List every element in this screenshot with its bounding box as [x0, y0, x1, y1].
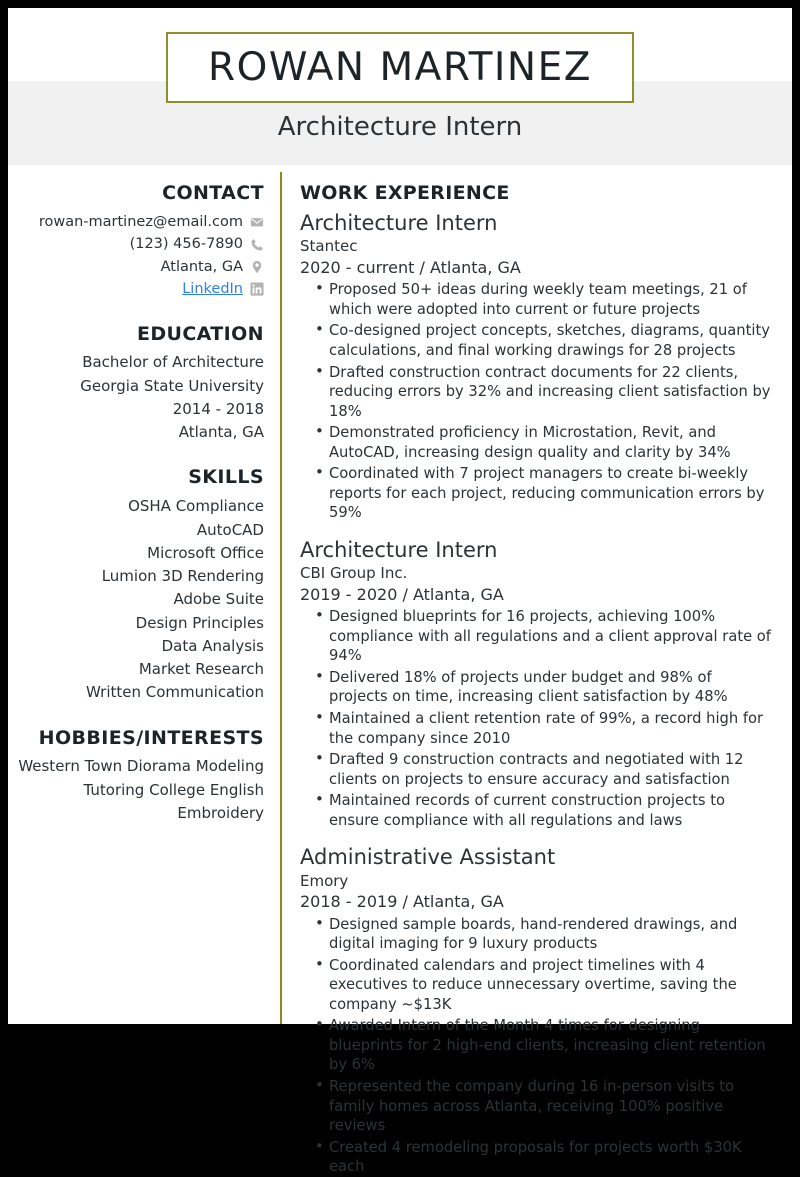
skill-item: Adobe Suite: [173, 590, 264, 609]
job-bullet: • Drafted 9 construction contracts and negotiated with 12 clients on projects to ensure accuracy and satisfaction: [329, 750, 774, 789]
job-dates-location: 2018 - 2019 / Atlanta, GA: [300, 892, 504, 912]
job-bullet: • Proposed 50+ ideas during weekly team meetings, 21 of which were adopted into current or future projects: [329, 280, 774, 319]
job-bullet: • Coordinated with 7 project managers to create bi-weekly reports for each project, reducing communication errors by 59%: [329, 464, 774, 523]
job-title: Architecture Intern: [300, 537, 498, 562]
job-bullet: • Demonstrated proficiency in Microstation, Revit, and AutoCAD, increasing design quality and clarity by 34%: [329, 423, 774, 462]
contact-email-text: rowan-martinez@email.com: [38, 213, 243, 230]
job-entry: [300, 537, 774, 830]
linkedin-anchor[interactable]: LinkedIn: [182, 281, 243, 298]
job-bullet: • Created 4 remodeling proposals for projects worth $30K each: [329, 1138, 774, 1177]
contact-item-location: [18, 256, 264, 278]
contact-item-phone: [18, 233, 264, 255]
job-dates-location: 2020 - current / Atlanta, GA: [300, 257, 521, 277]
work-experience-heading: WORK EXPERIENCE: [300, 182, 510, 204]
job-bullet: • Awarded Intern of the Month 4 times for designing blueprints for 2 high-end clients, increasing client retention by 6%: [329, 1016, 774, 1075]
job-company: CBI Group Inc.: [300, 564, 408, 583]
contact-location-text: Atlanta, GA: [160, 258, 243, 275]
contact-item-email: [18, 211, 264, 233]
linkedin-icon[interactable]: [250, 282, 264, 296]
education-heading: EDUCATION: [136, 322, 264, 345]
job-entry: [300, 844, 774, 1176]
hobbies-heading: HOBBIES/INTERESTS: [38, 726, 264, 749]
phone-icon: [250, 238, 264, 252]
education-school: Georgia State University: [80, 376, 264, 395]
job-bullet: • Coordinated calendars and project timelines with 4 executives to reduce unnecessary overtime, saving the company ~$13K: [329, 956, 774, 1015]
location-pin-icon: [250, 260, 264, 274]
job-bullet-list: [300, 607, 774, 830]
job-company: Emory: [300, 871, 349, 890]
sidebar: [8, 172, 280, 1024]
education-degree: Bachelor of Architecture: [82, 353, 264, 372]
job-bullet-list: [300, 915, 774, 1177]
hobby-item: Embroidery: [177, 803, 264, 822]
skill-item: Market Research: [138, 660, 264, 679]
education-location: Atlanta, GA: [178, 423, 264, 442]
job-bullet: • Designed blueprints for 16 projects, achieving 100% compliance with all regulations and a client approval rate of 94%: [329, 607, 774, 666]
resume-body: [8, 172, 792, 1176]
skill-item: Written Communication: [86, 683, 264, 702]
resume-page: [8, 8, 792, 1176]
skills-heading: SKILLS: [188, 466, 264, 489]
job-company: Stantec: [300, 237, 358, 256]
candidate-name: ROWAN MARTINEZ: [208, 45, 592, 90]
hobby-item: Tutoring College English: [83, 780, 264, 799]
skill-item: Data Analysis: [161, 636, 264, 655]
name-box: [166, 32, 634, 103]
job-bullet: • Drafted construction contract documents for 22 clients, reducing errors by 32% and increasing client satisfaction by 18%: [329, 363, 774, 422]
job-title: Architecture Intern: [300, 211, 498, 235]
job-bullet: • Maintained records of current construction projects to ensure compliance with all regulations and laws: [329, 791, 774, 830]
envelope-icon: [250, 215, 264, 229]
skill-item: Design Principles: [135, 613, 264, 632]
hobby-item: Western Town Diorama Modeling: [18, 757, 264, 776]
job-dates-location: 2019 - 2020 / Atlanta, GA: [300, 584, 504, 604]
skill-item: Microsoft Office: [147, 543, 264, 562]
job-bullet: • Delivered 18% of projects under budget and 98% of projects on time, increasing client satisfaction by 48%: [329, 668, 774, 707]
job-bullet: • Maintained a client retention rate of 99%, a record high for the company since 2010: [329, 709, 774, 748]
contact-item-linkedin[interactable]: [18, 278, 264, 300]
skill-item: AutoCAD: [196, 520, 264, 539]
contact-linkedin-link[interactable]: [182, 278, 243, 300]
job-title: Administrative Assistant: [300, 845, 556, 870]
job-bullet: • Designed sample boards, hand-rendered drawings, and digital imaging for 9 luxury products: [329, 915, 774, 954]
job-bullet: • Represented the company during 16 in-person visits to family homes across Atlanta, receiving 100% positive reviews: [329, 1077, 774, 1136]
education-dates: 2014 - 2018: [172, 399, 264, 418]
contact-phone-text: (123) 456-7890: [129, 236, 243, 253]
contact-heading: CONTACT: [162, 182, 264, 204]
job-entry: [300, 210, 774, 523]
skill-item: OSHA Compliance: [128, 497, 264, 516]
resume-header: [8, 8, 792, 172]
job-bullet: • Co-designed project concepts, sketches, diagrams, quantity calculations, and final working drawings for 28 projects: [329, 321, 774, 360]
candidate-job-title: Architecture Intern: [277, 112, 523, 142]
skill-item: Lumion 3D Rendering: [101, 567, 264, 586]
job-bullet-list: [300, 280, 774, 523]
main-content: [282, 172, 792, 1176]
